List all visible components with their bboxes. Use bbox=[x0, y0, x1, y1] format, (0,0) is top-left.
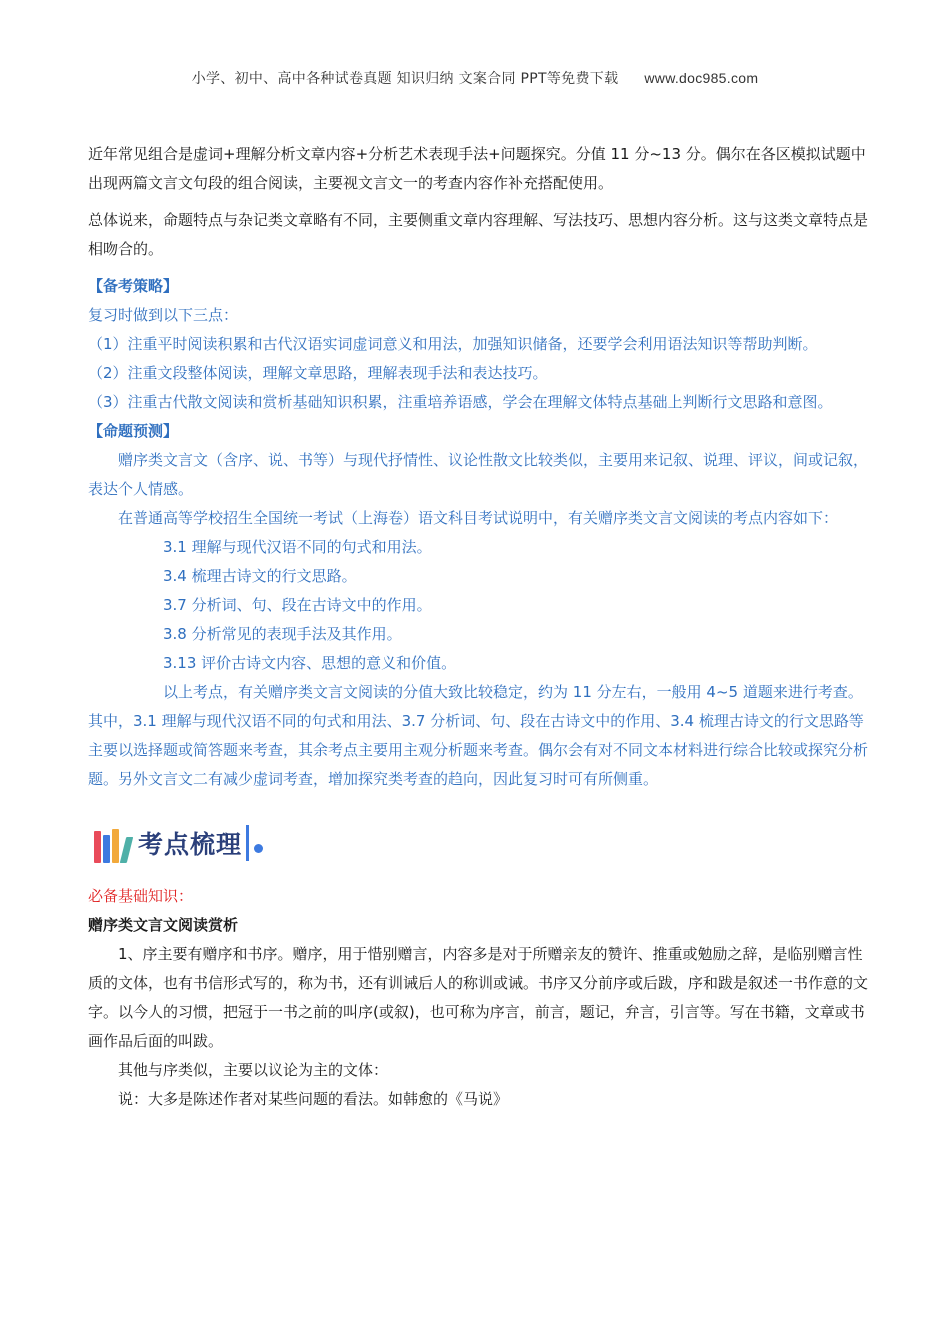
exam-point: 3.1 理解与现代汉语不同的句式和用法。 bbox=[163, 538, 432, 556]
knowledge-title: 赠序类文言文阅读赏析 bbox=[88, 916, 239, 934]
prediction-paragraph-2: 在普通高等学校招生全国统一考试（上海卷）语文科目考试说明中，有关赠序类文言文阅读的考点内容如下： bbox=[118, 509, 839, 527]
exam-point: 3.7 分析词、句、段在古诗文中的作用。 bbox=[163, 596, 432, 614]
books-icon bbox=[94, 823, 132, 863]
knowledge-paragraph-1: 1、序主要有赠序和书序。赠序，用于惜别赠言，内容多是对于所赠亲友的赞许、推重或勉励之辞，是临别赠言性质的文体，也有书信形式写的，称为书，还有训诫后人的称训或诫。书序又分前序或后跋，序和跋是叙述一书作意的文字。以今人的习惯，把冠于一书之前的叫序(或叙)，也可称为序言，前言，题记，弁言，引言等。写在书籍，文章或书画作品后面的叫跋。 bbox=[88, 945, 869, 1050]
intro-paragraph-2: 总体说来，命题特点与杂记类文章略有不同，主要侧重文章内容理解、写法技巧、思想内容分析。这与这类文章特点是相吻合的。 bbox=[88, 211, 869, 258]
knowledge-paragraph-3: 说：大多是陈述作者对某些问题的看法。如韩愈的《马说》 bbox=[118, 1090, 509, 1108]
strategy-lead: 复习时做到以下三点： bbox=[88, 306, 239, 324]
prediction-paragraph-1: 赠序类文言文（含序、说、书等）与现代抒情性、议论性散文比较类似，主要用来记叙、说理、评议，间或记叙，表达个人情感。 bbox=[88, 451, 869, 498]
header-url[interactable]: www.doc985.com bbox=[644, 70, 759, 86]
strategy-item: （1）注重平时阅读积累和古代汉语实词虚词意义和用法，加强知识储备，还要学会利用语法知识等帮助判断。 bbox=[88, 335, 818, 353]
strategy-item: （2）注重文段整体阅读，理解文章思路，理解表现手法和表达技巧。 bbox=[88, 364, 548, 382]
banner-title: 考点梳理 bbox=[138, 825, 249, 861]
intro-paragraph-1: 近年常见组合是虚词+理解分析文章内容+分析艺术表现手法+问题探究。分值 11 分~13 分。偶尔在各区模拟试题中出现两篇文言文句段的组合阅读，主要视文言文一的考查内容作补充搭配使用。 bbox=[88, 145, 866, 192]
strategy-heading: 【备考策略】 bbox=[88, 277, 179, 295]
exam-point: 3.4 梳理古诗文的行文思路。 bbox=[163, 567, 357, 585]
page-header bbox=[0, 68, 950, 88]
header-text: 小学、初中、高中各种试卷真题 知识归纳 文案合同 PPT等免费下载 bbox=[191, 71, 619, 87]
dot-icon bbox=[254, 844, 263, 853]
prediction-paragraph-3: 以上考点，有关赠序类文言文阅读的分值大致比较稳定，约为 11 分左右，一般用 4~5 道题来进行考查。其中，3.1 理解与现代汉语不同的句式和用法、3.7 分析词、句、段在古诗文中的作用、3.4 梳理古诗文的行文思路等主要以选择题或简答题来考查，其余考点主要用主观分析题来考查。偶尔会有对不同文本材料进行综合比较或探究分析题。另外文言文二有减少虚词考查，增加探究类考查的趋向，因此复习时可有所侧重。 bbox=[88, 683, 869, 788]
exam-point: 3.8 分析常见的表现手法及其作用。 bbox=[163, 625, 402, 643]
section-banner bbox=[94, 820, 868, 866]
prediction-heading: 【命题预测】 bbox=[88, 422, 179, 440]
knowledge-label: 必备基础知识： bbox=[88, 887, 194, 905]
main-content bbox=[88, 140, 868, 1114]
knowledge-paragraph-2: 其他与序类似，主要以议论为主的文体： bbox=[118, 1061, 389, 1079]
exam-point: 3.13 评价古诗文内容、思想的意义和价值。 bbox=[163, 654, 457, 672]
strategy-item: （3）注重古代散文阅读和赏析基础知识积累，注重培养语感，学会在理解文体特点基础上判断行文思路和意图。 bbox=[88, 393, 833, 411]
